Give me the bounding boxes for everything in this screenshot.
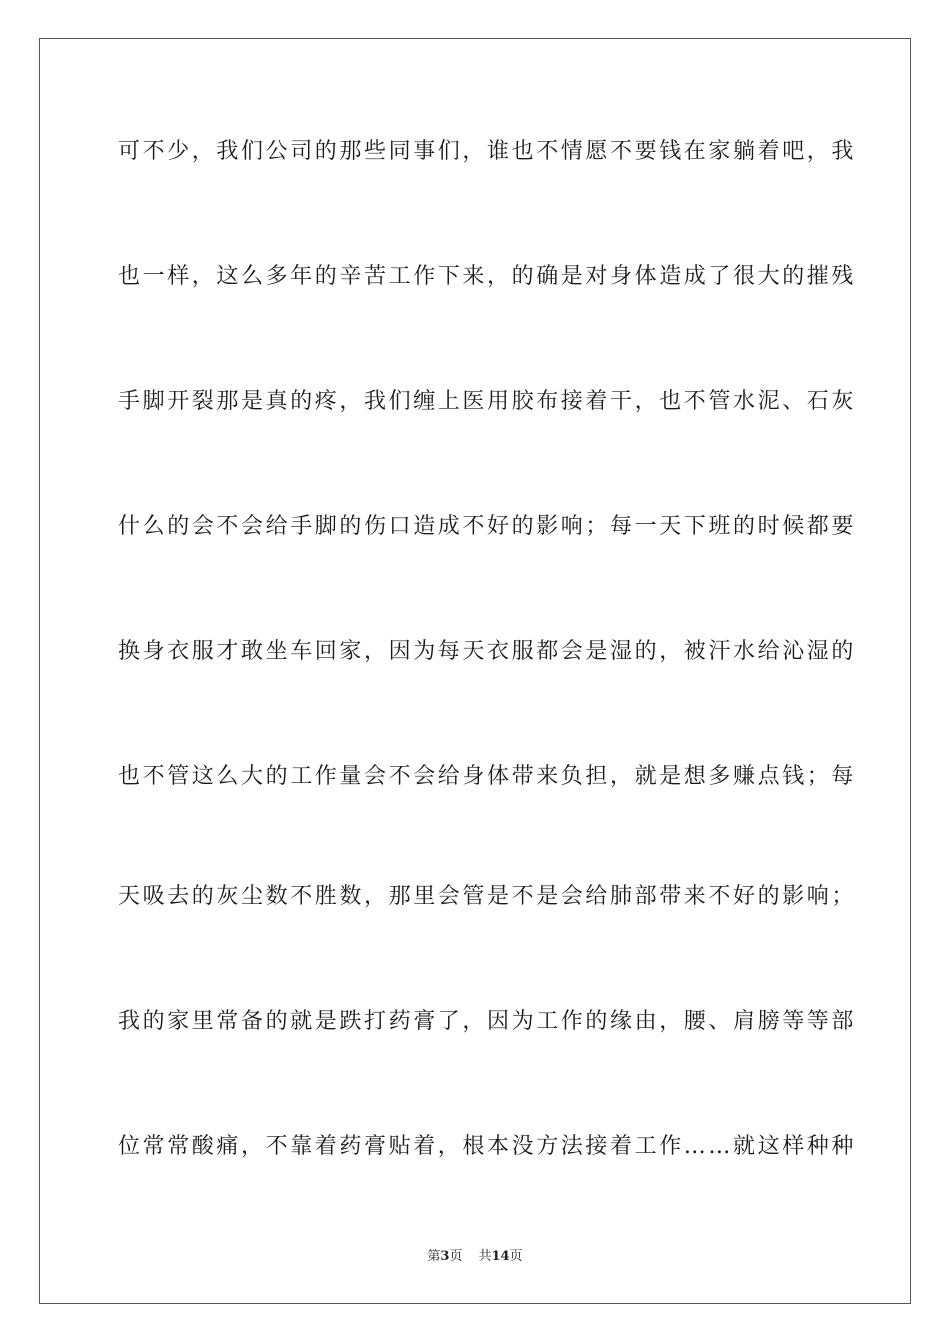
current-page-number: 3	[440, 1249, 450, 1264]
body-text-line: 天吸去的灰尘数不胜数，那里会管是不是会给肺部带来不好的影响；	[118, 884, 857, 909]
body-text-line: 我的家里常备的就是跌打药膏了，因为工作的缘由，腰、肩膀等等部	[118, 1009, 857, 1034]
body-text-line: 可不少，我们公司的那些同事们，谁也不情愿不要钱在家躺着吧，我	[118, 139, 857, 164]
total-pages-prefix: 共	[478, 1249, 492, 1264]
body-text-line: 位常常酸痛，不靠着药膏贴着，根本没方法接着工作……就这样种种	[118, 1134, 857, 1159]
body-text-line: 什么的会不会给手脚的伤口造成不好的影响；每一天下班的时候都要	[118, 514, 857, 539]
page-border	[39, 38, 911, 1304]
total-pages-number: 14	[491, 1249, 510, 1264]
page-number-suffix: 页	[449, 1249, 463, 1264]
body-text-line: 也一样，这么多年的辛苦工作下来，的确是对身体造成了很大的摧残	[118, 264, 857, 289]
body-text-line: 也不管这么大的工作量会不会给身体带来负担，就是想多赚点钱；每	[118, 764, 857, 789]
page-number-prefix: 第	[427, 1249, 441, 1264]
page-footer	[0, 1248, 950, 1266]
total-pages-suffix: 页	[509, 1249, 523, 1264]
body-text-line: 手脚开裂那是真的疼，我们缠上医用胶布接着干，也不管水泥、石灰	[118, 389, 857, 414]
body-text-line: 换身衣服才敢坐车回家，因为每天衣服都会是湿的，被汗水给沁湿的	[118, 639, 857, 664]
